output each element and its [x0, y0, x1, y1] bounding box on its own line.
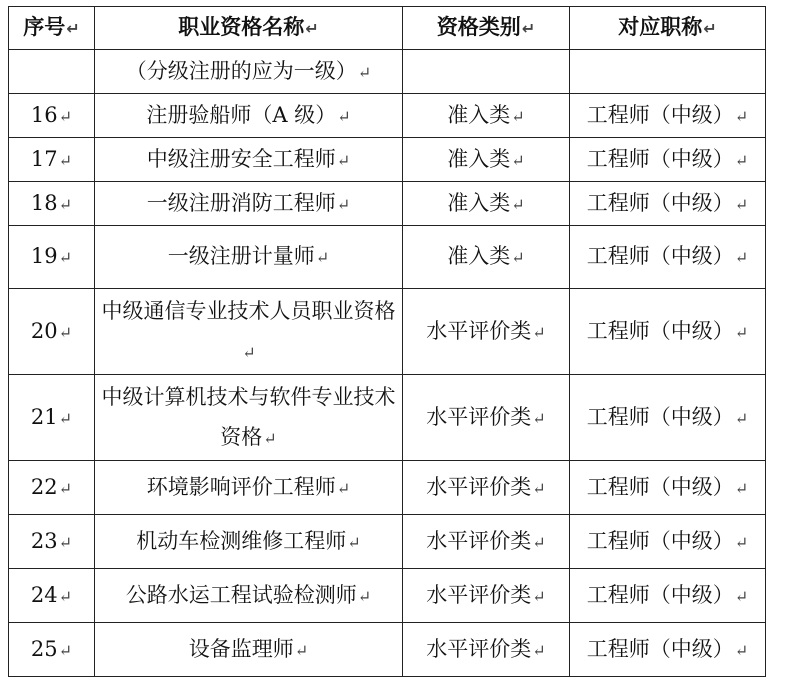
paragraph-mark-icon: ↵ — [532, 640, 546, 660]
paragraph-mark-icon: ↵ — [357, 586, 372, 606]
paragraph-mark-icon: ↵ — [734, 106, 749, 126]
table-row — [9, 226, 766, 289]
paragraph-mark-icon: ↵ — [734, 586, 749, 606]
paragraph-mark-icon: ↵ — [734, 150, 749, 170]
table-cell: 17↵ — [9, 138, 95, 182]
table-row — [9, 182, 766, 226]
header-no: 序号↵ — [9, 7, 95, 50]
table-cell: 工程师（中级）↵ — [570, 461, 766, 515]
paragraph-mark-icon: ↵ — [58, 478, 73, 498]
paragraph-mark-icon: ↵ — [58, 194, 73, 214]
paragraph-mark-icon: ↵ — [734, 640, 749, 660]
table-cell: 环境影响评价工程师↵ — [95, 461, 403, 515]
paragraph-mark-icon: ↵ — [294, 640, 309, 660]
table-cell: 准入类↵ — [403, 94, 570, 138]
table-row — [9, 94, 766, 138]
table-subnote-row — [9, 50, 766, 94]
paragraph-mark-icon: ↵ — [336, 194, 351, 214]
table-cell — [403, 50, 570, 94]
table-row — [9, 461, 766, 515]
paragraph-mark-icon: ↵ — [357, 62, 372, 82]
table-cell: 22↵ — [9, 461, 95, 515]
table-cell: 水平评价类↵ — [403, 289, 570, 375]
paragraph-mark-icon: ↵ — [511, 106, 525, 126]
table-cell: 工程师（中级）↵ — [570, 289, 766, 375]
paragraph-mark-icon: ↵ — [734, 478, 749, 498]
table-row — [9, 375, 766, 461]
table-row — [9, 138, 766, 182]
table-cell: 18↵ — [9, 182, 95, 226]
table-cell: 工程师（中级）↵ — [570, 515, 766, 569]
header-title: 对应职称↵ — [570, 7, 766, 50]
paragraph-mark-icon: ↵ — [511, 194, 525, 214]
table-cell: 准入类↵ — [403, 182, 570, 226]
table-row — [9, 569, 766, 623]
table-cell: 21↵ — [9, 375, 95, 461]
paragraph-mark-icon: ↵ — [703, 19, 717, 38]
table-cell — [95, 50, 403, 94]
table-cell: 水平评价类↵ — [403, 569, 570, 623]
table-cell: 公路水运工程试验检测师↵ — [95, 569, 403, 623]
paragraph-mark-icon: ↵ — [521, 19, 536, 38]
subnote-text: （分级注册的应为一级） — [125, 58, 357, 83]
table-cell: 中级通信专业技术人员职业资格↵ — [95, 289, 403, 375]
paragraph-mark-icon: ↵ — [58, 322, 73, 342]
table-cell: 工程师（中级）↵ — [570, 138, 766, 182]
table-cell: 设备监理师↵ — [95, 623, 403, 677]
paragraph-mark-icon: ↵ — [58, 532, 73, 552]
table-cell: 23↵ — [9, 515, 95, 569]
table-cell: 水平评价类↵ — [403, 623, 570, 677]
paragraph-mark-icon: ↵ — [263, 428, 277, 448]
table-cell: 工程师（中级）↵ — [570, 182, 766, 226]
table-cell — [570, 50, 766, 94]
paragraph-mark-icon: ↵ — [532, 408, 546, 428]
paragraph-mark-icon: ↵ — [734, 248, 749, 267]
qualification-table — [8, 6, 766, 677]
paragraph-mark-icon: ↵ — [532, 586, 546, 606]
header-name: 职业资格名称↵ — [95, 7, 403, 50]
paragraph-mark-icon: ↵ — [305, 19, 319, 38]
table-cell: 19↵ — [9, 226, 95, 289]
table-cell: 工程师（中级）↵ — [570, 623, 766, 677]
table-row — [9, 289, 766, 375]
table-cell: 中级注册安全工程师↵ — [95, 138, 403, 182]
table-row — [9, 515, 766, 569]
table-row — [9, 623, 766, 677]
table-cell: 20↵ — [9, 289, 95, 375]
paragraph-mark-icon: ↵ — [66, 19, 80, 38]
table-cell: 水平评价类↵ — [403, 461, 570, 515]
header-type: 资格类别↵ — [403, 7, 570, 50]
paragraph-mark-icon: ↵ — [532, 322, 546, 342]
paragraph-mark-icon: ↵ — [58, 408, 73, 428]
paragraph-mark-icon: ↵ — [511, 248, 525, 267]
paragraph-mark-icon: ↵ — [734, 194, 749, 214]
table-cell: 工程师（中级）↵ — [570, 569, 766, 623]
paragraph-mark-icon: ↵ — [58, 106, 73, 126]
table-cell: 16↵ — [9, 94, 95, 138]
paragraph-mark-icon: ↵ — [336, 150, 351, 170]
table-header-row — [9, 7, 766, 50]
paragraph-mark-icon: ↵ — [532, 532, 546, 552]
table-cell: 中级计算机技术与软件专业技术资格↵ — [95, 375, 403, 461]
paragraph-mark-icon: ↵ — [58, 150, 73, 170]
table-cell: 机动车检测维修工程师↵ — [95, 515, 403, 569]
paragraph-mark-icon: ↵ — [511, 150, 525, 170]
table-cell: 25↵ — [9, 623, 95, 677]
table-cell: 准入类↵ — [403, 226, 570, 289]
table-cell: 工程师（中级）↵ — [570, 94, 766, 138]
paragraph-mark-icon: ↵ — [58, 248, 73, 267]
paragraph-mark-icon: ↵ — [347, 532, 361, 552]
table-cell: 注册验船师（A 级）↵ — [95, 94, 403, 138]
paragraph-mark-icon: ↵ — [532, 478, 546, 498]
table-cell: 工程师（中级）↵ — [570, 375, 766, 461]
table-cell: 24↵ — [9, 569, 95, 623]
paragraph-mark-icon: ↵ — [734, 532, 749, 552]
table-cell: 工程师（中级）↵ — [570, 226, 766, 289]
table-cell: 水平评价类↵ — [403, 515, 570, 569]
paragraph-mark-icon: ↵ — [315, 248, 330, 267]
table-cell: 水平评价类↵ — [403, 375, 570, 461]
paragraph-mark-icon: ↵ — [734, 322, 749, 342]
table-cell: 一级注册计量师↵ — [95, 226, 403, 289]
paragraph-mark-icon: ↵ — [58, 586, 73, 606]
table-cell — [9, 50, 95, 94]
paragraph-mark-icon: ↵ — [336, 478, 351, 498]
paragraph-mark-icon: ↵ — [242, 342, 256, 362]
paragraph-mark-icon: ↵ — [58, 640, 73, 660]
table-cell: 一级注册消防工程师↵ — [95, 182, 403, 226]
paragraph-mark-icon: ↵ — [734, 408, 749, 428]
table-cell: 准入类↵ — [403, 138, 570, 182]
paragraph-mark-icon: ↵ — [337, 106, 351, 126]
